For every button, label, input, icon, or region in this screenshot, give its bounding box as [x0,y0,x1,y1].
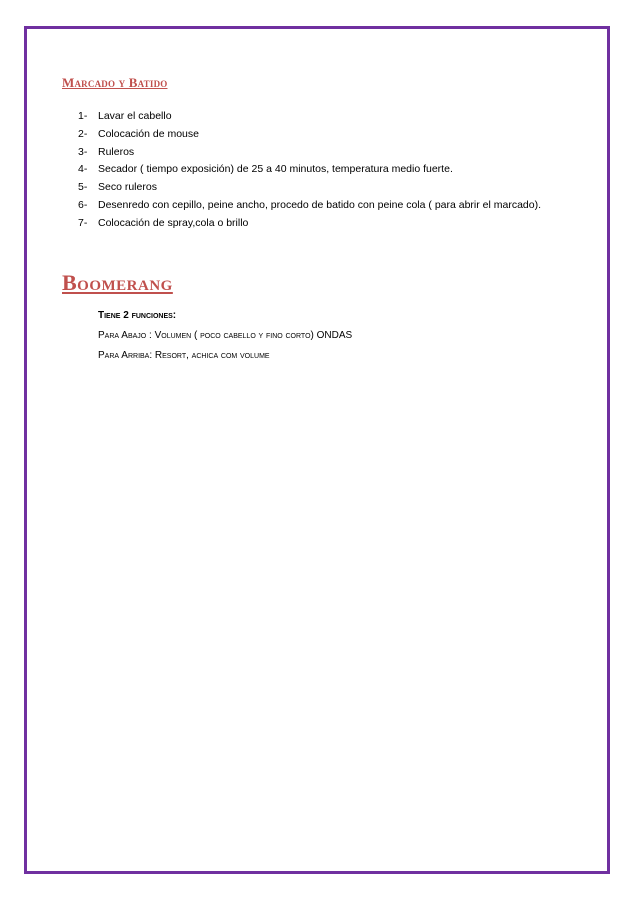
list-item [78,126,541,144]
list-item [78,179,541,197]
step-text: Seco ruleros [98,181,157,194]
steps-list [78,108,541,233]
step-number: 6- [78,198,88,211]
step-text: Ruleros [98,145,135,158]
list-item [78,215,541,233]
list-item [78,197,541,215]
ondas-text: ONDAS [313,330,353,341]
step-number: 4- [78,163,88,176]
step-number: 1- [78,110,88,122]
boomerang-line-para-arriba: Para Arriba: Resort, achica com volume [98,350,270,361]
step-number: 7- [78,216,88,229]
boomerang-functions-heading: Tiene 2 funciones: [98,310,177,321]
section-title-marcado-y-batido: Marcado y Batido [62,75,168,90]
step-number: 5- [78,181,88,194]
step-text: Secador ( tiempo exposición) de 25 a 40 minutos, temperatura medio fuerte. [98,163,453,176]
step-text: Colocación de spray,cola o brillo [98,216,249,229]
step-number: 2- [78,127,88,140]
para-abajo-text: Para Abajo : Volumen ( poco cabello y fino corto) [98,330,314,341]
list-item [78,161,541,179]
step-number: 3- [78,145,88,158]
list-item [78,108,541,126]
boomerang-line-para-abajo [98,330,352,341]
section-title-boomerang: Boomerang [62,270,173,295]
step-text: Lavar el cabello [98,110,172,122]
list-item [78,144,541,162]
step-text: Desenredo con cepillo, peine ancho, procedo de batido con peine cola ( para abrir el marcado). [98,198,542,211]
step-text: Colocación de mouse [98,127,199,140]
